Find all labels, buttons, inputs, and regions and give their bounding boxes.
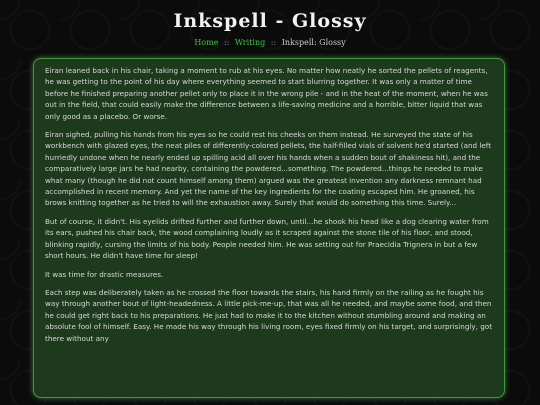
story-paragraph: It was time for drastic measures. [45, 269, 164, 279]
breadcrumb [0, 38, 540, 47]
breadcrumb-home-link[interactable]: Home [194, 38, 219, 47]
story-paragraph: Eiran sighed, pulling his hands from his eyes so he could rest his cheeks on them instead. He surveyed the state of his workbench with glazed eyes, the neat piles of differently-colored pellets, the half-filled vials of solvent he'd started (and left hurriedly undone when he nearly ended up spilling acid all over his hands when a sudden bout of shakiness hit), and the comparatively large jars he had nearby, containing the powdered...something. The powdered...things he needed to make what many (though he did not count himself among them) argued was the greatest invention any darkness remnant had accomplished in recent memory. And yet the name of the key ingredients for the coating escaped him. He groaned, his brows knitting together as he tried to will the exhaustion away. Surely that would do something this time. Surely... [45, 130, 492, 208]
breadcrumb-writing-link[interactable]: Writing [234, 38, 266, 47]
story-panel [33, 58, 505, 398]
story-paragraph: Each step was deliberately taken as he crossed the floor towards the stairs, his hand firmly on the railing as he fought his way through another bout of light-headedness. A little pick-me-up, that was all he needed, and maybe some food, and then he could get right back to his preparations. He just had to make it to the kitchen without stumbling around and making an absolute fool of himself. Easy. He made his way through his living room, eyes fixed firmly on his target, and surprisingly, got there without any [45, 287, 493, 343]
breadcrumb-current: Inkspell: Glossy [281, 38, 346, 47]
page-title: Inkspell - Glossy [173, 10, 367, 32]
breadcrumb-separator: :: [223, 38, 230, 47]
breadcrumb-separator: :: [270, 38, 277, 47]
story-paragraph: Eiran leaned back in his chair, taking a moment to rub at his eyes. No matter how neatly he sorted the pellets of reagents, he was getting to the point of his day where everything seemed to start blurring together. It was only a matter of time before he finished preparing another pellet only to place it in the wrong pile - and in the heat of the moment, when he was out in the field, that could easily make the difference between a life-saving medicine and a horrible, bitter liquid that was only good as a placebo. Or worse. [45, 66, 488, 121]
story-paragraph: But of course, it didn't. His eyelids drifted further and further down, until...he shook his head like a dog clearing water from its ears, pushed his chair back, the wood complaining loudly as it scraped against the stone tile of his floor, and stood, blinking rapidly, cursing the limits of his body. People needed him. He was setting out for Praecidia Trignera in but a few short hours. He didn't have time for sleep! [45, 216, 489, 261]
